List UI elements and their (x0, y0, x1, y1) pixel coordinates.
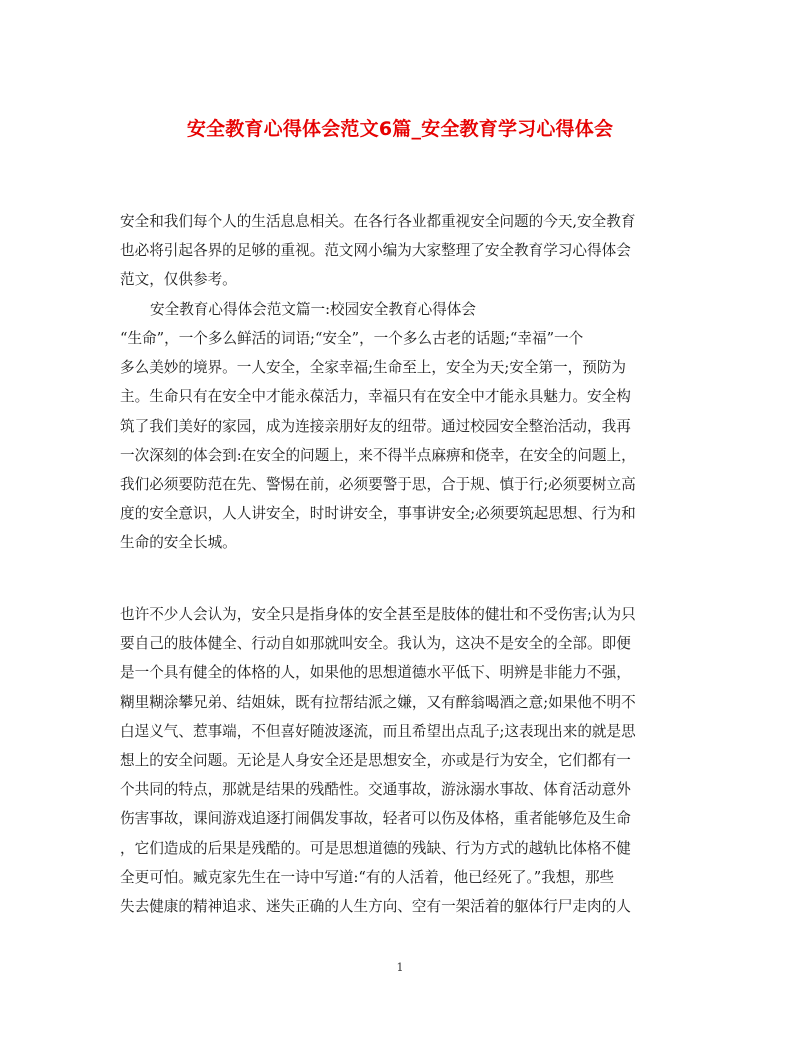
paragraph-line: 度的安全意识，人人讲安全，时时讲安全，事事讲安全;必须要筑起思想、行为和 (120, 505, 636, 523)
paragraph-line: 一次深刻的体会到:在安全的问题上，来不得半点麻痹和侥幸，在安全的问题上， (120, 446, 636, 464)
document-title: 安全教育心得体会范文6篇_安全教育学习心得体会 (186, 118, 614, 140)
intro-line: 安全和我们每个人的生活息息相关。在各行各业都重视安全问题的今天,安全教育 (120, 213, 636, 230)
paragraph-line: 生命的安全长城。 (120, 534, 237, 552)
paragraph-line: 我们必须要防范在先、警惕在前，必须要警于思，合于规、慎于行;必须要树立高 (120, 475, 636, 493)
paragraph-line: 全更可怕。臧克家先生在一诗中写道:“有的人活着，他已经死了。”我想，那些 (120, 868, 615, 886)
paragraph-line: 失去健康的精神追求、迷失正确的人生方向、空有一架活着的躯体行尸走肉的人 (120, 897, 631, 915)
intro-paragraph (120, 207, 680, 324)
intro-line: 也必将引起各界的足够的重视。范文网小编为大家整理了安全教育学习心得体会 (120, 242, 631, 260)
paragraph-one (120, 324, 680, 558)
paragraph-two (120, 600, 680, 921)
paragraph-line: 也许不少人会认为，安全只是指身体的安全甚至是肢体的健壮和不受伤害;认为只 (120, 606, 636, 623)
paragraph-line: 伤害事故，课间游戏追逐打闹偶发事故，轻者可以伤及体格，重者能够危及生命 (120, 810, 631, 828)
paragraph-line: 筑了我们美好的家园，成为连接亲朋好友的纽带。通过校园安全整治活动，我再 (120, 417, 631, 435)
paragraph-line: “生命”，一个多么鲜活的词语;“安全”，一个多么古老的话题;“幸福”一个 (120, 330, 584, 347)
page-number: 1 (396, 961, 404, 974)
paragraph-line: 糊里糊涂攀兄弟、结姐妹，既有拉帮结派之嫌，又有醉翁喝酒之意;如果他不明不 (120, 693, 636, 711)
paragraph-line: 是一个具有健全的体格的人，如果他的思想道德水平低下、明辨是非能力不强， (120, 664, 631, 682)
paragraph-line: 主。生命只有在安全中才能永葆活力，幸福只有在安全中才能永具魅力。安全构 (120, 388, 631, 406)
paragraph-line: 多么美妙的境界。一人安全，全家幸福;生命至上，安全为天;安全第一，预防为 (120, 359, 627, 377)
section-heading: 安全教育心得体会范文篇一:校园安全教育心得体会 (150, 300, 476, 318)
paragraph-line: 白逞义气、惹事端，不但喜好随波逐流，而且希望出点乱子;这表现出来的就是思 (120, 722, 636, 740)
paragraph-line: 个共同的特点，那就是结果的残酷性。交通事故，游泳溺水事故、体育活动意外 (120, 781, 631, 799)
paragraph-line: ，它们造成的后果是残酷的。可是思想道德的残缺、行为方式的越轨比体格不健 (120, 839, 631, 857)
paragraph-line: 想上的安全问题。无论是人身安全还是思想安全，亦或是行为安全，它们都有一 (120, 751, 631, 769)
intro-line: 范文，仅供参考。 (120, 271, 237, 289)
paragraph-line: 要自己的肢体健全、行动自如那就叫安全。我认为，这决不是安全的全部。即便 (120, 635, 631, 653)
